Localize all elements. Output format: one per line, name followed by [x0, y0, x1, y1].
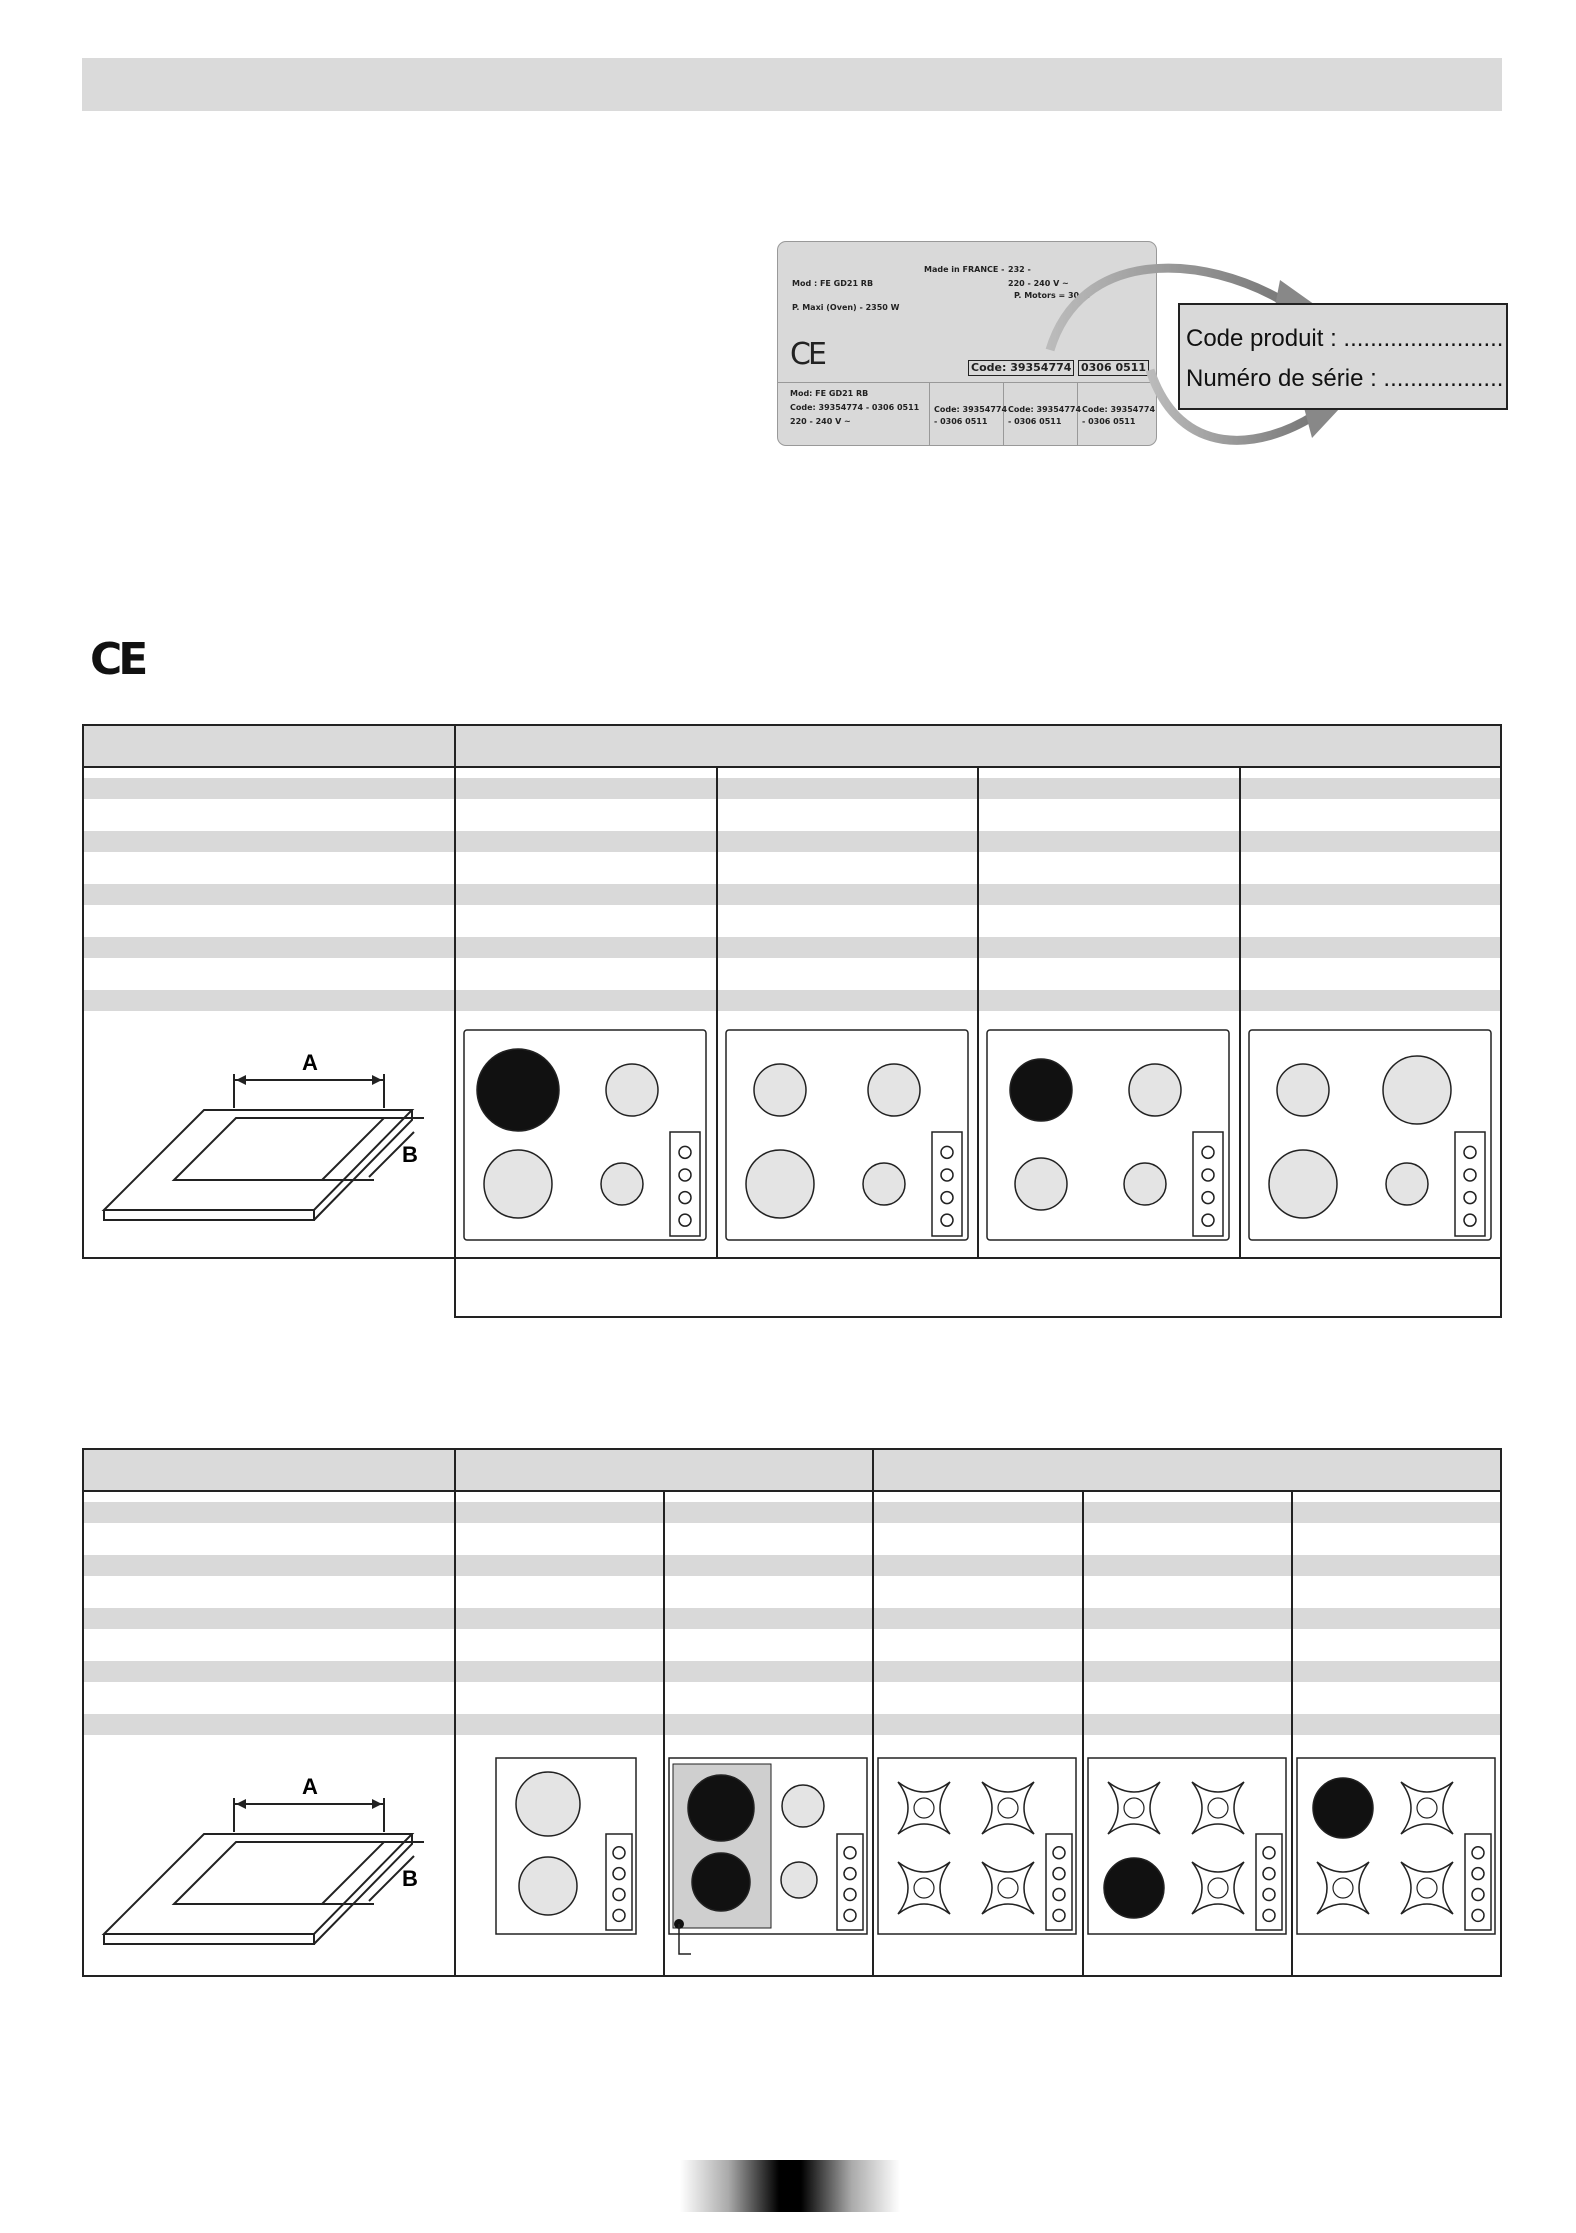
hob2-drawing-5	[1292, 1736, 1501, 1976]
plate-mod: Mod : FE GD21 RB	[792, 279, 874, 288]
table-hobs-1	[82, 724, 1502, 1318]
serial-number-line: Numéro de série : ..................	[1186, 365, 1504, 392]
control-knob-icon	[941, 1192, 953, 1204]
hot-plate-icon	[1383, 1056, 1451, 1124]
cutout-diagram-1	[83, 1012, 455, 1258]
hot-plate-icon	[519, 1857, 577, 1915]
plate-ce-mark: CE	[790, 337, 824, 372]
control-knob-icon	[1263, 1909, 1275, 1921]
plate-bottom-voltage: 220 - 240 V ~	[790, 417, 851, 426]
control-knob-icon	[1472, 1889, 1484, 1901]
table2-header-row	[83, 1449, 1501, 1491]
hot-plate-icon	[606, 1064, 658, 1116]
control-knob-icon	[1202, 1192, 1214, 1204]
table2-spec-rows	[83, 1491, 1501, 1736]
hob2-drawing-1	[455, 1736, 664, 1976]
table1-footer-note	[455, 1258, 1501, 1317]
header-bar	[82, 58, 1502, 111]
product-code-line: Code produit : ........................	[1186, 325, 1504, 352]
rapid-plate-icon	[1313, 1778, 1373, 1838]
hob-drawing-3	[978, 1012, 1240, 1258]
table1-drawing-row	[83, 1012, 1501, 1258]
table1-footer-row	[83, 1258, 1501, 1317]
table2-header-right	[873, 1449, 1501, 1491]
table1-header-left	[83, 725, 455, 767]
hob-drawing-2	[717, 1012, 979, 1258]
rapid-plate-icon	[1010, 1059, 1072, 1121]
control-knob-icon	[1472, 1909, 1484, 1921]
dimension-a-label-2: A	[302, 1774, 318, 1799]
hot-plate-icon	[782, 1785, 824, 1827]
table2-header-mid	[455, 1449, 873, 1491]
ce-mark: CE	[90, 634, 145, 685]
rapid-plate-icon	[688, 1775, 754, 1841]
plate-motors: P. Motors = 30 W	[1014, 291, 1091, 300]
plate-stub2-b: - 0306 0511	[1008, 417, 1062, 426]
control-knob-icon	[613, 1909, 625, 1921]
control-knob-icon	[1464, 1192, 1476, 1204]
control-knob-icon	[941, 1169, 953, 1181]
control-knob-icon	[679, 1146, 691, 1158]
plate-code-right: 0306 0511	[1078, 360, 1149, 376]
plate-stub1-b: - 0306 0511	[934, 417, 988, 426]
plate-bottom-mod: Mod: FE GD21 RB	[790, 389, 869, 398]
table1-header-row	[83, 725, 1501, 767]
plate-p-maxi: P. Maxi (Oven) - 2350 W	[792, 303, 900, 312]
control-knob-icon	[1053, 1889, 1065, 1901]
dimension-b-label: B	[402, 1142, 418, 1167]
control-knob-icon	[613, 1889, 625, 1901]
hot-plate-icon	[1269, 1150, 1337, 1218]
control-knob-icon	[844, 1909, 856, 1921]
control-knob-icon	[679, 1169, 691, 1181]
hot-plate-icon	[1124, 1163, 1166, 1205]
table2-header-left	[83, 1449, 455, 1491]
control-knob-icon	[1202, 1214, 1214, 1226]
control-knob-icon	[1053, 1909, 1065, 1921]
control-knob-icon	[1263, 1889, 1275, 1901]
plate-stub3-b: - 0306 0511	[1082, 417, 1136, 426]
rapid-plate-icon	[1104, 1858, 1164, 1918]
hot-plate-icon	[781, 1862, 817, 1898]
hob2-drawing-3	[873, 1736, 1082, 1976]
control-knob-icon	[1263, 1868, 1275, 1880]
hot-plate-icon	[601, 1163, 643, 1205]
plate-code-left: Code: 39354774	[968, 360, 1074, 376]
control-knob-icon	[1202, 1146, 1214, 1158]
dimension-a-label: A	[302, 1050, 318, 1075]
code-info-box	[1178, 303, 1508, 410]
rapid-plate-icon	[477, 1049, 559, 1131]
hot-plate-icon	[863, 1163, 905, 1205]
control-knob-icon	[1472, 1868, 1484, 1880]
control-knob-icon	[941, 1146, 953, 1158]
control-knob-icon	[941, 1214, 953, 1226]
plate-code-232: 232 -	[1008, 265, 1031, 274]
hot-plate-icon	[754, 1064, 806, 1116]
control-knob-icon	[679, 1192, 691, 1204]
control-knob-icon	[1464, 1169, 1476, 1181]
control-knob-icon	[613, 1868, 625, 1880]
table1-header-right	[455, 725, 1501, 767]
page-number-bar	[680, 2160, 900, 2212]
dimension-b-label-2: B	[402, 1866, 418, 1891]
hot-plate-icon	[1015, 1158, 1067, 1210]
table1-spec-rows	[83, 767, 1501, 1012]
hot-plate-icon	[1386, 1163, 1428, 1205]
control-knob-icon	[844, 1889, 856, 1901]
control-knob-icon	[844, 1847, 856, 1859]
hob2-drawing-4	[1083, 1736, 1292, 1976]
hot-plate-icon	[1277, 1064, 1329, 1116]
control-knob-icon	[1472, 1847, 1484, 1859]
plate-made-in: Made in FRANCE -	[924, 265, 1005, 274]
control-knob-icon	[613, 1847, 625, 1859]
cutout-diagram-2	[83, 1736, 455, 1976]
plate-stub1-a: Code: 39354774	[934, 405, 1008, 414]
hob-drawing-4	[1240, 1012, 1502, 1258]
hot-plate-icon	[516, 1772, 580, 1836]
control-knob-icon	[1053, 1868, 1065, 1880]
hot-plate-icon	[746, 1150, 814, 1218]
control-knob-icon	[1202, 1169, 1214, 1181]
rapid-plate-icon	[692, 1853, 750, 1911]
plate-bottom-code: Code: 39354774 - 0306 0511	[790, 403, 920, 412]
control-knob-icon	[1464, 1214, 1476, 1226]
table-hobs-2	[82, 1448, 1502, 1977]
hob-drawing-1	[455, 1012, 717, 1258]
hob2-drawing-2	[664, 1736, 873, 1976]
control-knob-icon	[1464, 1146, 1476, 1158]
hot-plate-icon	[1129, 1064, 1181, 1116]
plate-stub2-a: Code: 39354774	[1008, 405, 1082, 414]
control-knob-icon	[1263, 1847, 1275, 1859]
hot-plate-icon	[868, 1064, 920, 1116]
control-knob-icon	[1053, 1847, 1065, 1859]
plate-voltage-top: 220 - 240 V ~	[1008, 279, 1069, 288]
plate-stub3-a: Code: 39354774	[1082, 405, 1156, 414]
control-knob-icon	[679, 1214, 691, 1226]
control-knob-icon	[844, 1868, 856, 1880]
hot-plate-icon	[484, 1150, 552, 1218]
table2-drawing-row	[83, 1736, 1501, 1976]
